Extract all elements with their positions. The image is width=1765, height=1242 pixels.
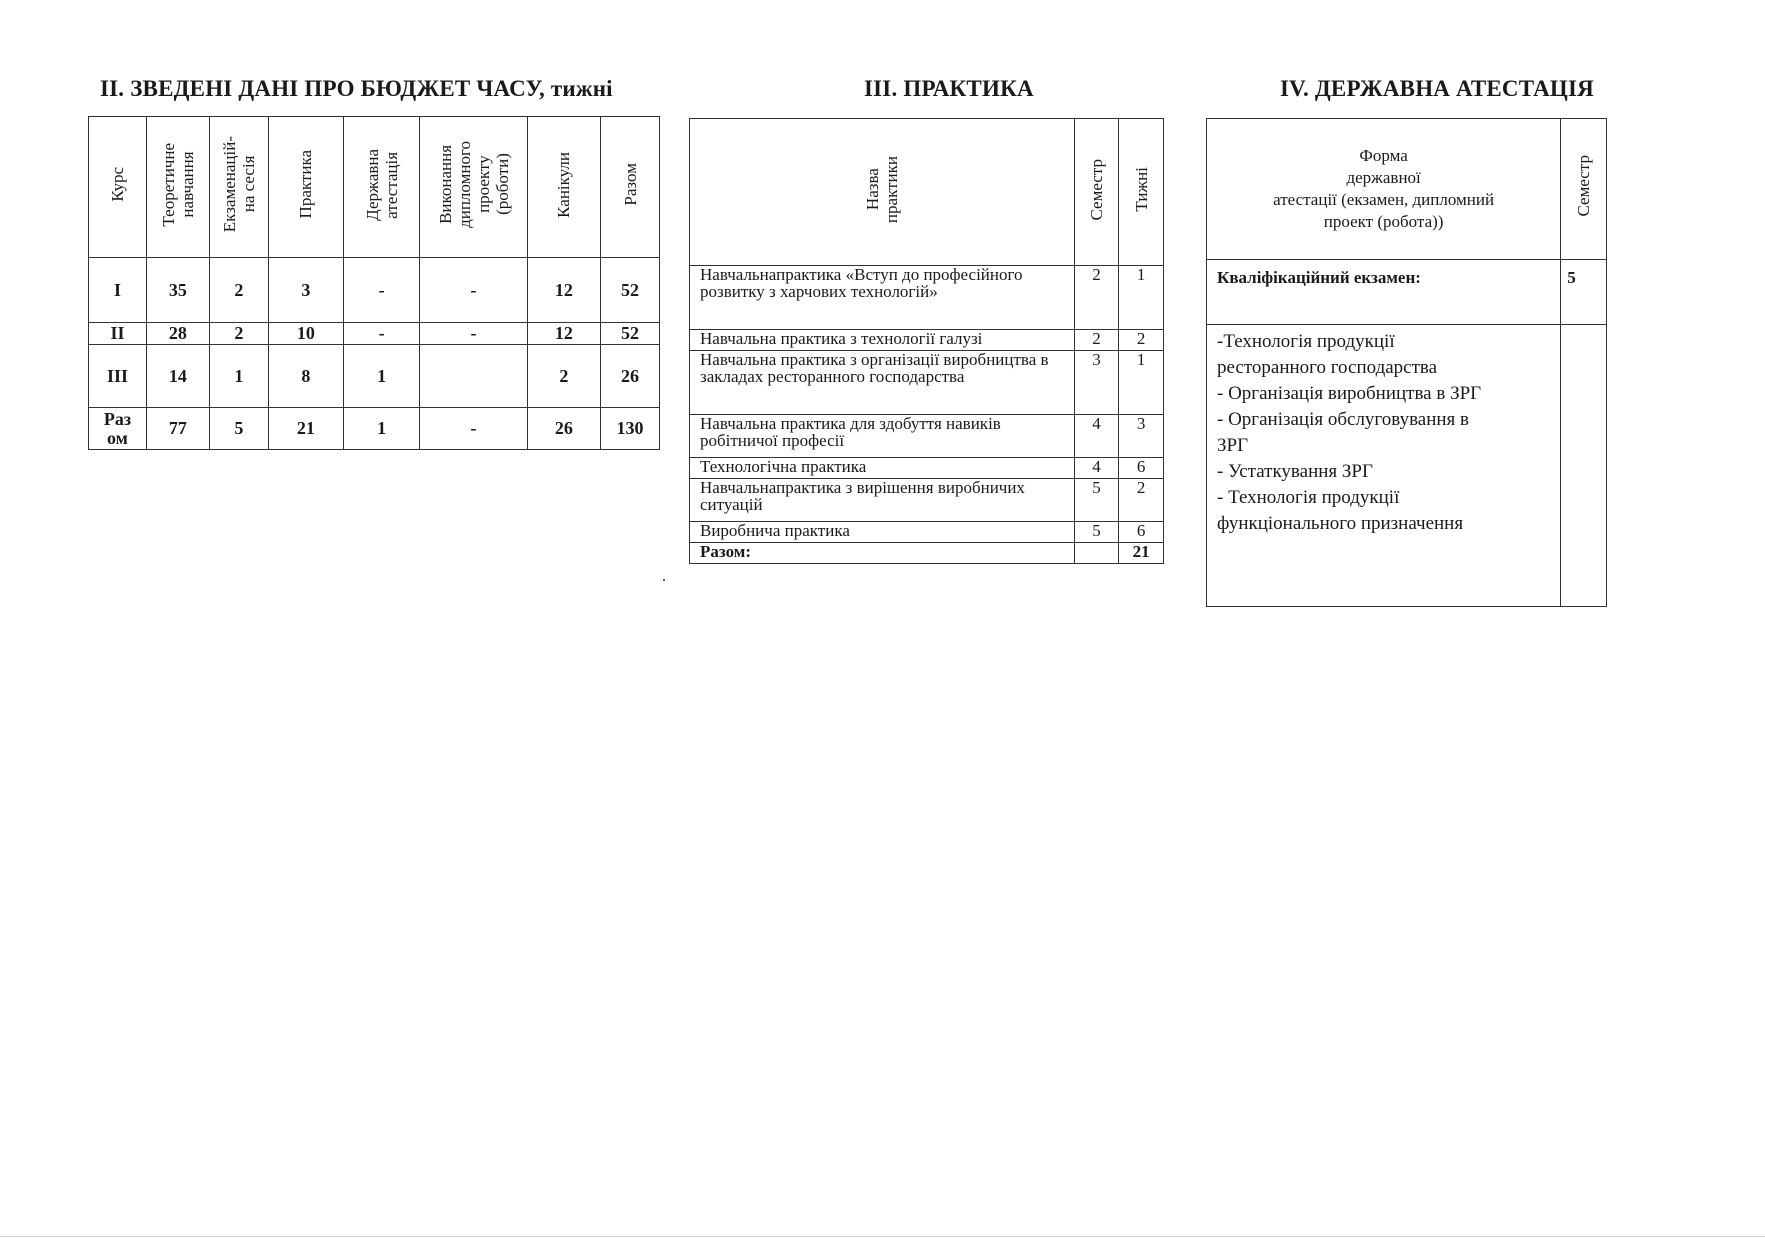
practice-semester: 5 [1074,522,1119,543]
cell: 2 [209,258,268,323]
attestation-table [1206,118,1607,607]
practice-semester: 3 [1074,351,1119,415]
practice-name: Навчальна практика з технології галузі [690,330,1075,351]
practice-semester: 2 [1074,266,1119,330]
table-row [690,522,1164,543]
header-exam-session: Екзаменацій- на сесія [209,117,268,258]
stray-dot [663,579,665,581]
cell: Раз ом [89,408,147,450]
page-edge [0,1236,1765,1237]
practice-semester: 4 [1074,458,1119,479]
cell: - [420,258,528,323]
header-diploma: Виконання дипломного проекту (роботи) [420,117,528,258]
table-row-total [690,543,1164,564]
cell: 14 [146,345,209,408]
table-row [690,458,1164,479]
cell: 52 [601,258,660,323]
practice-weeks: 1 [1119,266,1164,330]
cell: 77 [146,408,209,450]
cell: 12 [527,258,600,323]
table-row [690,415,1164,458]
list-item: ресторанного господарства [1217,357,1438,378]
table-row [690,479,1164,522]
list-item: - Технологія продукції [1217,487,1400,508]
practice-name: Навчальна практика для здобуття навиків робітничої професії [690,415,1075,458]
cell: 35 [146,258,209,323]
header-theory: Теоретичне навчання [146,117,209,258]
header-practice-name: Назва практики [690,119,1075,266]
header-state-attestation: Державна атестація [343,117,419,258]
table-row [89,258,660,323]
cell: 3 [268,258,343,323]
cell [420,345,528,408]
cell: - [343,258,419,323]
subjects-semester [1561,325,1607,607]
exam-label: Кваліфікаційний екзамен: [1207,260,1561,325]
cell: 2 [209,323,268,345]
attestation-header-row [1207,119,1607,260]
cell: ІІ [89,323,147,345]
cell: 26 [527,408,600,450]
cell: 52 [601,323,660,345]
table-row [89,345,660,408]
budget-table [88,116,660,450]
cell: - [420,323,528,345]
practice-weeks: 3 [1119,415,1164,458]
cell: І [89,258,147,323]
practice-name: Технологічна практика [690,458,1075,479]
practice-semester: 5 [1074,479,1119,522]
practice-name: Навчальнапрактика «Вступ до професійного розвитку з харчових технологій» [690,266,1075,330]
table-row-total [89,408,660,450]
cell: 1 [343,408,419,450]
practice-name: Навчальнапрактика з вирішення виробничих ситуацій [690,479,1075,522]
table-row [89,323,660,345]
subjects-row [1207,325,1607,607]
header-vacation: Канікули [527,117,600,258]
practice-total-weeks: 21 [1119,543,1164,564]
cell: - [343,323,419,345]
practice-weeks: 6 [1119,522,1164,543]
header-practice: Практика [268,117,343,258]
header-total: Разом [601,117,660,258]
cell: ІІІ [89,345,147,408]
header-attestation-semester: Семестр [1561,119,1607,260]
cell: 5 [209,408,268,450]
practice-name: Навчальна практика з організації виробництва в закладах ресторанного господарства [690,351,1075,415]
table-row [690,266,1164,330]
cell: 26 [601,345,660,408]
practice-semester: 2 [1074,330,1119,351]
practice-weeks: 6 [1119,458,1164,479]
cell: 12 [527,323,600,345]
practice-total-semester [1074,543,1119,564]
list-item: - Устаткування ЗРГ [1217,461,1373,482]
cell: 2 [527,345,600,408]
practice-header-row [690,119,1164,266]
cell: 10 [268,323,343,345]
cell: 8 [268,345,343,408]
practice-title: ІІІ. ПРАКТИКА [864,76,1034,101]
list-item: ЗРГ [1217,435,1249,456]
attestation-title: IV. ДЕРЖАВНА АТЕСТАЦІЯ [1280,76,1594,101]
cell: 28 [146,323,209,345]
cell: 21 [268,408,343,450]
cell: 1 [343,345,419,408]
list-item: функціонального призначення [1217,513,1464,534]
subjects-list [1207,325,1561,607]
cell: 1 [209,345,268,408]
practice-weeks: 2 [1119,479,1164,522]
budget-header-row [89,117,660,258]
header-semester: Семестр [1074,119,1119,266]
budget-title: ІІ. ЗВЕДЕНІ ДАНІ ПРО БЮДЖЕТ ЧАСУ, тижні [100,76,613,101]
practice-semester: 4 [1074,415,1119,458]
list-item: - Організація виробництва в ЗРГ [1217,383,1482,404]
practice-total-label: Разом: [690,543,1075,564]
table-row [690,351,1164,415]
exam-row [1207,260,1607,325]
practice-weeks: 1 [1119,351,1164,415]
cell: - [420,408,528,450]
cell: 130 [601,408,660,450]
practice-name: Виробнича практика [690,522,1075,543]
list-item: -Технологія продукції [1217,331,1395,352]
table-row [690,330,1164,351]
header-weeks: Тижні [1119,119,1164,266]
practice-weeks: 2 [1119,330,1164,351]
list-item: - Організація обслуговування в [1217,409,1470,430]
practice-table [689,118,1164,564]
header-kurs: Курс [89,117,147,258]
header-attestation-form: Форма державної атестації (екзамен, дипломний проект (робота)) [1207,119,1561,260]
exam-semester: 5 [1561,260,1607,325]
